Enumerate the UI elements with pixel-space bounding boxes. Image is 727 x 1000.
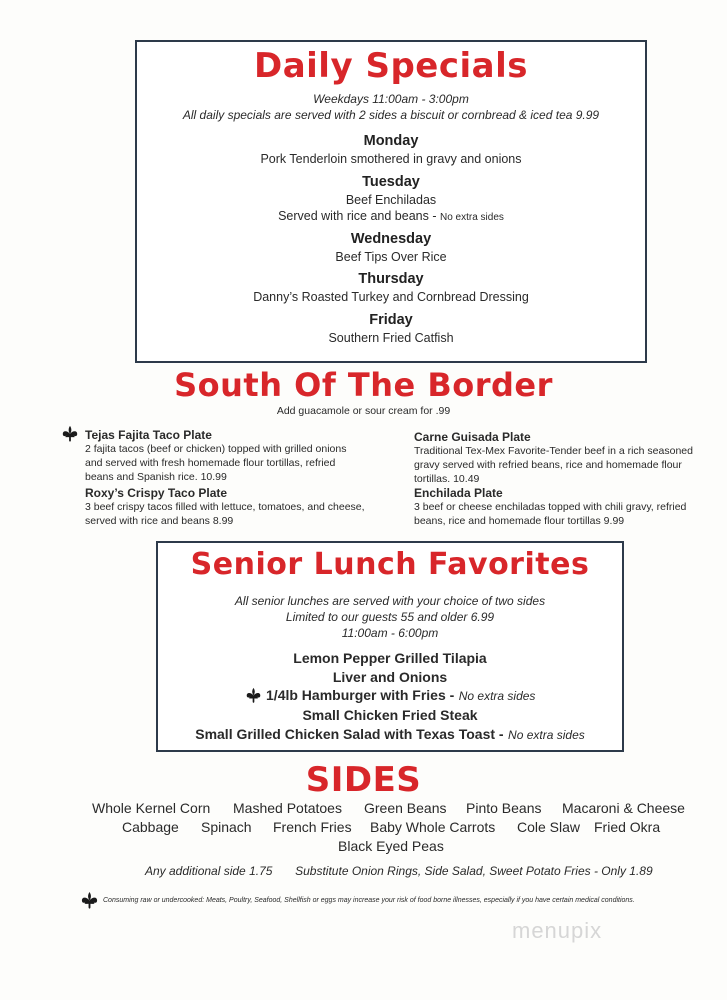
menu-item-desc: beans, rice and homemade flour tortillas 9.99 [414, 515, 625, 527]
menu-item-desc: beans and Spanish rice. 10.99 [85, 471, 227, 483]
menu-item-desc: 2 fajita tacos (beef or chicken) topped with grilled onions [85, 443, 347, 455]
side-item: Black Eyed Peas [338, 838, 444, 854]
day-extra: Served with rice and beans - [278, 209, 437, 223]
senior-item: 1/4lb Hamburger with Fries - [266, 687, 455, 703]
senior-line: All senior lunches are served with your choice of two sides [234, 594, 546, 608]
day-extra-note: No extra sides [439, 212, 504, 223]
day-label: Tuesday [362, 174, 420, 190]
menu-item [85, 486, 385, 528]
senior-item: Small Grilled Chicken Salad with Texas Toast - [195, 726, 504, 742]
sides-row [0, 819, 727, 839]
side-item: French Fries [273, 819, 352, 835]
menu-item-name: Tejas Fajita Taco Plate [85, 428, 212, 442]
menu-item-desc: tortillas. 10.49 [414, 473, 480, 485]
menu-item-name: Carne Guisada Plate [414, 430, 531, 444]
senior-lunch-panel [156, 541, 624, 752]
day-dish: Danny’s Roasted Turkey and Cornbread Dressing [253, 290, 529, 304]
sides-row [0, 838, 727, 858]
sides-row [0, 800, 727, 820]
senior-hours: 11:00am - 6:00pm [341, 626, 439, 640]
fleur-de-lis-icon [245, 687, 262, 704]
side-item: Fried Okra [594, 819, 661, 835]
daily-specials-hours: Weekdays 11:00am - 3:00pm [313, 92, 469, 106]
senior-item: Liver and Onions [332, 669, 448, 685]
menu-item-desc: Traditional Tex-Mex Favorite-Tender beef in a rich seasoned [414, 445, 693, 457]
menu-item [85, 428, 385, 484]
sides-title: SIDES [305, 760, 422, 800]
menu-item-desc: 3 beef crispy tacos filled with lettuce, tomatoes, and cheese, [85, 501, 365, 513]
senior-item: Lemon Pepper Grilled Tilapia [293, 650, 487, 666]
day-dish: Pork Tenderloin smothered in gravy and onions [260, 152, 522, 166]
additional-side-price: Any additional side 1.75 [145, 864, 273, 878]
menu-item-desc: 3 beef or cheese enchiladas topped with chili gravy, refried [414, 501, 687, 513]
senior-item-note: No extra sides [458, 689, 536, 703]
substitute-price: Substitute Onion Rings, Side Salad, Sweet Potato Fries - Only 1.89 [295, 864, 653, 878]
senior-item-row [158, 687, 622, 705]
menu-item-name: Enchilada Plate [414, 486, 503, 500]
menu-item-desc: gravy served with refried beans, rice and homemade flour [414, 459, 682, 471]
menu-item-name: Roxy’s Crispy Taco Plate [85, 486, 228, 500]
menu-item [414, 486, 704, 528]
day-label: Thursday [358, 271, 424, 287]
south-of-border-subtitle: Add guacamole or sour cream for .99 [276, 405, 451, 417]
menu-item [414, 430, 704, 486]
side-item: Whole Kernel Corn [92, 800, 211, 816]
fleur-de-lis-icon [61, 425, 79, 443]
senior-title: Senior Lunch Favorites [190, 547, 590, 582]
sides-pricing-line [145, 864, 653, 878]
side-item: Spinach [201, 819, 252, 835]
daily-specials-title: Daily Specials [253, 46, 528, 86]
senior-item-row [158, 726, 622, 744]
senior-item-note: No extra sides [508, 728, 585, 742]
day-label: Friday [369, 312, 413, 328]
south-of-border-title: South Of The Border [174, 366, 553, 404]
senior-item: Small Chicken Fried Steak [302, 707, 478, 723]
side-item: Cole Slaw [517, 819, 581, 835]
side-item: Pinto Beans [466, 800, 542, 816]
fleur-de-lis-icon [80, 891, 99, 910]
menu-item-desc: served with rice and beans 8.99 [85, 515, 234, 527]
side-item: Cabbage [122, 819, 179, 835]
day-extra-line [137, 209, 645, 223]
day-dish: Beef Tips Over Rice [335, 250, 447, 264]
daily-specials-panel [135, 40, 647, 363]
senior-line: Limited to our guests 55 and older 6.99 [285, 610, 495, 624]
watermark: menupix [512, 918, 603, 943]
side-item: Mashed Potatoes [233, 800, 342, 816]
side-item: Macaroni & Cheese [562, 800, 685, 816]
disclaimer: Consuming raw or undercooked: Meats, Poultry, Seafood, Shellfish or eggs may increase your risk of food borne illnesses, especially if you have certain medical conditions. [103, 897, 635, 904]
day-label: Monday [363, 133, 419, 149]
side-item: Baby Whole Carrots [370, 819, 496, 835]
day-label: Wednesday [350, 231, 432, 247]
side-item: Green Beans [364, 800, 447, 816]
daily-specials-note: All daily specials are served with 2 sides a biscuit or cornbread & iced tea 9.99 [182, 108, 600, 122]
day-dish: Beef Enchiladas [345, 193, 437, 207]
day-dish: Southern Fried Catfish [328, 331, 454, 345]
menu-item-desc: and served with fresh homemade flour tortillas, refried [85, 457, 336, 469]
